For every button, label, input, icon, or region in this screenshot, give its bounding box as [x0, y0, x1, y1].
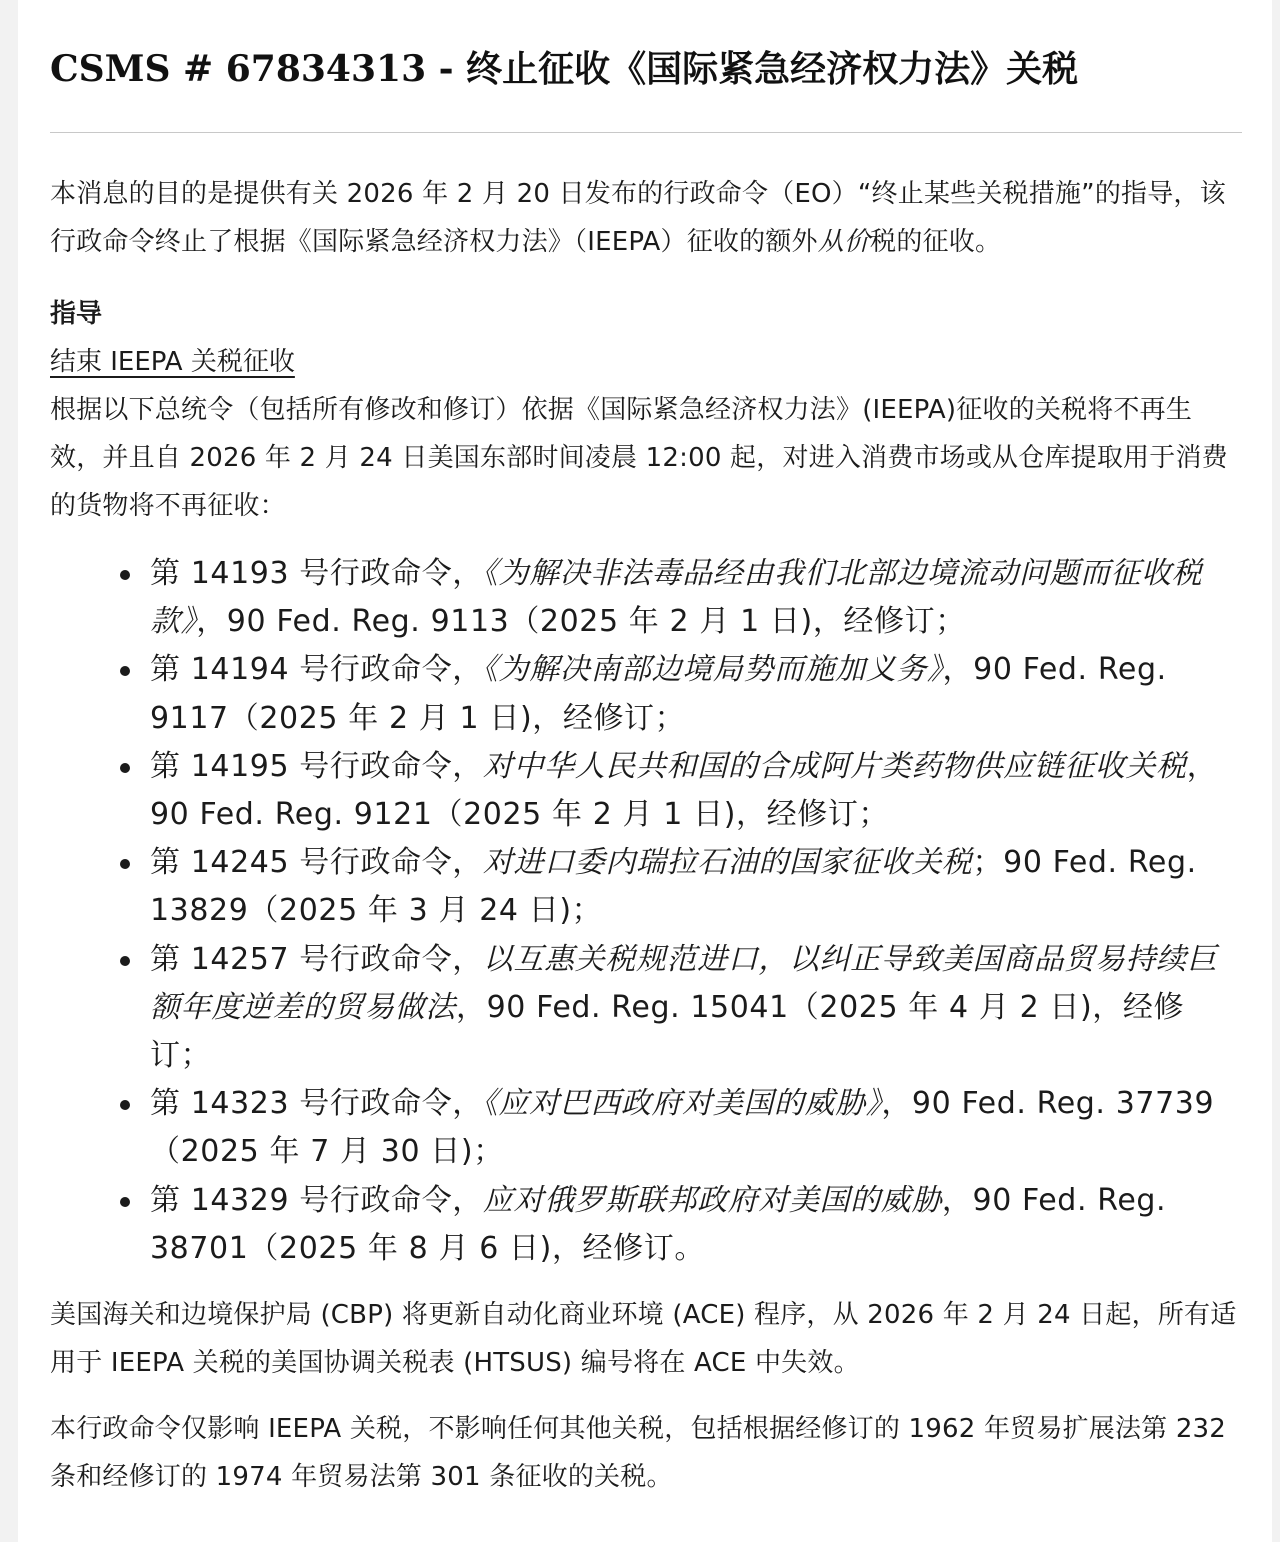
order-citation: ，90 Fed. Reg. 9121（2025 年 2 月 1 日)，经修订；	[150, 748, 1218, 833]
list-item	[150, 1080, 1242, 1176]
list-item	[150, 646, 1242, 742]
order-citation: ，90 Fed. Reg. 38701（2025 年 8 月 6 日)，经修订。	[150, 1182, 1167, 1266]
guidance-heading: 指导	[50, 299, 103, 329]
section-subheading: 结束 IEEPA 关税征收	[50, 347, 295, 377]
order-prefix: 第 14194 号行政命令，	[150, 652, 483, 688]
executive-order-list	[50, 550, 1242, 1273]
intro-text: 本消息的目的是提供有关 2026 年 2 月 20 日发布的行政命令（EO）“终止某些关税措施”的指导，该行政命令终止了根据《国际紧急经济权力法》（IEEPA）征收的额外	[50, 179, 1226, 257]
bullet-icon	[120, 859, 130, 869]
order-prefix: 第 14195 号行政命令，	[150, 748, 483, 784]
title-divider	[50, 132, 1242, 133]
order-prefix: 第 14329 号行政命令，	[150, 1182, 483, 1218]
list-item	[150, 936, 1242, 1081]
intro-italic-term: 从价	[817, 227, 871, 257]
bullet-icon	[120, 666, 130, 676]
list-item	[150, 743, 1242, 839]
list-item	[150, 1177, 1242, 1273]
order-citation: ，90 Fed. Reg. 9117（2025 年 2 月 1 日)，经修订；	[150, 652, 1167, 736]
order-title: 对中华人民共和国的合成阿片类药物供应链征收关税	[482, 748, 1187, 784]
intro-text-end: 税的征收。	[870, 227, 1002, 257]
bullet-icon	[120, 763, 130, 773]
bullet-icon	[120, 1197, 130, 1207]
order-prefix: 第 14193 号行政命令，	[150, 556, 483, 591]
order-citation: ；90 Fed. Reg. 13829（2025 年 3 月 24 日)；	[150, 845, 1197, 929]
order-citation: ，90 Fed. Reg. 9113（2025 年 2 月 1 日)，经修订；	[196, 604, 966, 640]
order-title: 应对俄罗斯联邦政府对美国的威胁	[482, 1182, 942, 1218]
list-item	[150, 550, 1242, 646]
scope-paragraph: 本行政命令仅影响 IEEPA 关税，不影响任何其他关税，包括根据经修订的 1962 年贸易扩展法第 232 条和经修订的 1974 年贸易法第 301 条征收的关税。	[50, 1414, 1227, 1493]
order-title: 以互惠关税规范进口，以纠正导致美国商品贸易持续巨额年度逆差的贸易做法	[150, 941, 1218, 1025]
message-content	[50, 0, 1242, 1501]
page-title: CSMS # 67834313 - 终止征收《国际紧急经济权力法》关税	[50, 48, 1079, 90]
message-page	[18, 0, 1272, 1542]
order-prefix: 第 14257 号行政命令，	[150, 941, 483, 977]
order-title: 《为解决非法毒品经由我们北部边境流动问题而征收税款》	[150, 556, 1203, 640]
order-citation: ，90 Fed. Reg. 37739（2025 年 7 月 30 日)；	[150, 1086, 1215, 1170]
order-title: 《应对巴西政府对美国的威胁》	[482, 1086, 882, 1122]
intro-paragraph	[50, 170, 1242, 266]
order-prefix: 第 14323 号行政命令，	[150, 1086, 483, 1122]
bullet-icon	[120, 956, 130, 966]
order-title: 《为解决南部边境局势而施加义务》	[482, 652, 943, 688]
bullet-icon	[120, 570, 130, 580]
body-paragraph: 根据以下总统令（包括所有修改和修订）依据《国际紧急经济权力法》(IEEPA)征收的关税将不再生效，并且自 2026 年 2 月 24 日美国东部时间凌晨 12:00 起，对进入消费市场或从仓库提取用于消费的货物将不再征收：	[50, 395, 1228, 521]
order-citation: ，90 Fed. Reg. 15041（2025 年 4 月 2 日)，经修订；	[150, 989, 1185, 1074]
list-item	[150, 839, 1242, 935]
bullet-icon	[120, 1100, 130, 1110]
order-title: 对进口委内瑞拉石油的国家征收关税	[482, 845, 973, 881]
order-prefix: 第 14245 号行政命令，	[150, 845, 483, 881]
cbp-paragraph: 美国海关和边境保护局 (CBP) 将更新自动化商业环境 (ACE) 程序，从 2026 年 2 月 24 日起，所有适用于 IEEPA 关税的美国协调关税表 (HTSUS) 编号将在 ACE 中失效。	[50, 1300, 1237, 1379]
